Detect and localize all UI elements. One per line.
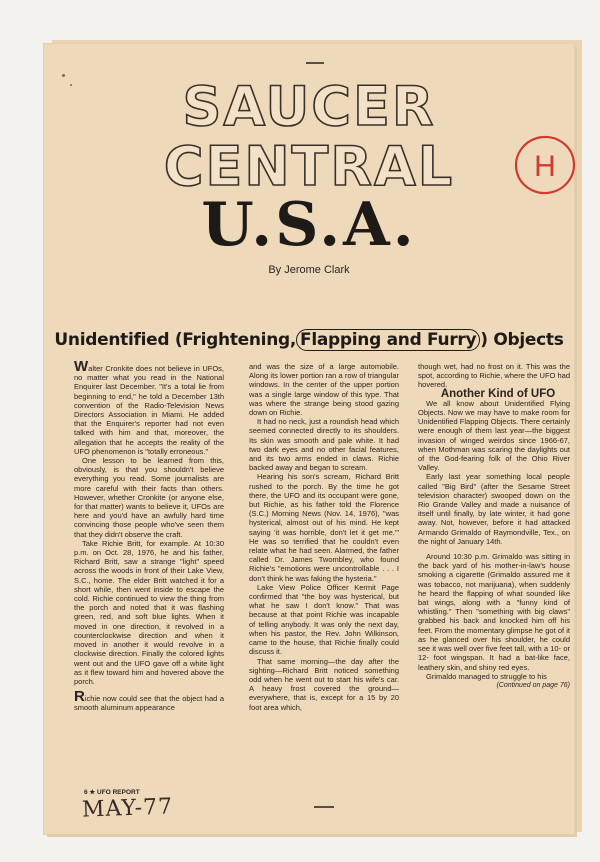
drop-cap: W — [74, 358, 89, 375]
byline: By Jerome Clark — [268, 264, 350, 276]
paragraph: Take Richie Britt, for example. At 10:30 p.m. on Oct. 28, 1976, he and his father, Richard Britt, saw a strange "light" speed across the woods in front of their Lake View, S.C., home. The elder Britt watched it for a short while, then went inside to escape the cold. Richie continued to view the thing from the porch and noted that it was flashing green, red, and soft blue lights. When it moved in one direction, it revolved in a counterclockwise direction and when it moved in another it would revolve in a clockwise direction. Finally the colored lights went out and the UFO gave off a white light as it flew toward him and hovered above the porch. — [74, 538, 224, 686]
headline-part-before: Unidentified (Frightening, — [54, 330, 297, 350]
title-line-saucer: SAUCER — [182, 75, 436, 138]
top-tear-mark — [306, 62, 324, 64]
body-column-3 — [418, 362, 570, 690]
body-column-2 — [249, 362, 399, 712]
headline-circled-phrase: Flapping and Furry — [296, 329, 480, 351]
drop-cap: R — [74, 688, 85, 706]
paragraph: We all know about Unidentified Flying Objects. Now we may have to make room for Unidentified Flapping Objects. There certainly were enough of them last year—the biggest invasion of winged weirdos since 1966-67, when Mothman was scaring the daylights out of the God-fearing folk of the Ohio River Valley. — [418, 398, 570, 473]
continued-note: (Continued on page 76) — [496, 681, 570, 689]
paragraph — [74, 688, 224, 713]
circled-letter: H — [534, 150, 556, 183]
body-column-1 — [74, 358, 224, 713]
circled-h-annotation — [512, 132, 578, 198]
magazine-page — [44, 44, 574, 834]
paragraph: Lake View Police Officer Kermit Page confirmed that "the boy was hysterical, but what he saw I don't know." That was because at that point Richie was incapable of telling anybody. It was only the next day, when his pastor, the Rev. John Wilkinson, came to the house, that Richie finally could discuss it. — [249, 582, 399, 657]
paragraph-text: alter Cronkite does not believe in UFOs, no matter what you read in the National Enquirer last December. "It's a total lie from beginning to end," he told a December 13th convention of the Radio-Television News Directors Association in Miami. He added that the Enquirer's reporter had not even talked with him and that, moreover, the allegation that he accepts the reality of the UFO phenomenon is "totally erroneous." — [74, 364, 224, 456]
headline-part-after: ) Objects — [480, 330, 564, 350]
paragraph: Grimaldo managed to struggle to his — [426, 671, 547, 681]
handwritten-date: MAY-77 — [81, 794, 174, 823]
dust-speck — [62, 74, 65, 77]
paragraph-text: ichie now could see that the object had a smooth aluminum appearance — [74, 694, 224, 713]
title-line-central: CENTRAL — [163, 135, 455, 198]
paragraph: though wet, had no frost on it. This was the spot, according to Richie, where the UFO had hovered. — [418, 362, 570, 390]
paragraph: and was the size of a large automobile. Along its lower portion ran a row of triangular windows. In the center of the upper portion was a single large window of this type. That was where the strange being stood gazing down on Richie. — [249, 362, 399, 418]
paragraph: Early last year something local people called "Big Bird" (after the Sesame Street television character) swooped down on the Rio Grande Valley and made a nuisance of itself until finally, by late winter, it had gone away. Not, however, before it had attacked Armando Grimaldo of Raymondville, Tex., on the night of January 14th. — [418, 472, 570, 546]
paragraph: That same morning—the day after the sighting—Richard Britt noticed something odd when he went out to start his wife's car. A heavy frost covered the ground—everywhere, that is, except for a 15 by 20 foot area which, — [249, 656, 399, 712]
page-folio: 6 ★ UFO REPORT — [84, 789, 140, 796]
paragraph — [74, 358, 224, 456]
paragraph: One lesson to be learned from this, obviously, is that you shouldn't believe everything you read. Some journalists are more careful with their facts than others. However, whether Cronkite (or anyone else, for that matter) wants to believe it, UFOs are here and you'd have an awfully hard time convincing those people who've seen them that they didn't observe the craft. — [74, 456, 224, 539]
paragraph: Hearing his son's scream, Richard Britt rushed to the porch. By the time he got there, the UFO and its occupant were gone, but Richie, as his father told the Florence (S.C.) Morning News (Nov. 14, 1976), "was hysterical, almost out of his mind. He kept saying 'it was horrible, don't let it get me.'" He was so terrified that he couldn't even relate what he had seen. Alarmed, the father called Dr. James Twombley, who found Richie's "emotions were uncontrollable . . . I don't think he was faking the hysteria." — [249, 472, 399, 583]
paragraph: It had no neck, just a roundish head which seemed connected directly to its shoulders. Its skin was smooth and pale white. It had two dark eyes and no other facial features, and its two arms ended in claws. Richie backed away and began to scream. — [249, 417, 399, 473]
title-line-usa: U.S.A. — [201, 190, 417, 260]
article-headline — [44, 330, 574, 350]
paragraph: Around 10:30 p.m. Grimaldo was sitting in the back yard of his mother-in-law's house smoking a cigarette (Grimaldo assured me it was tobacco, not marijuana), when suddenly he heard the flapping of what sounded like bat wings, along with a "funny kind of whistling." Then "something with big claws" grabbed his back and knocked him off his feet. From the momentary glimpse he got of it as he glanced over his shoulder, he could see it was well over five feet tall, with a 10- or 12- foot wingspan. It had a bat-like face, leathery skin, and shiny red eyes. — [418, 552, 570, 672]
subhead: Another Kind of UFO — [440, 387, 556, 400]
bottom-tear-mark — [314, 806, 334, 808]
